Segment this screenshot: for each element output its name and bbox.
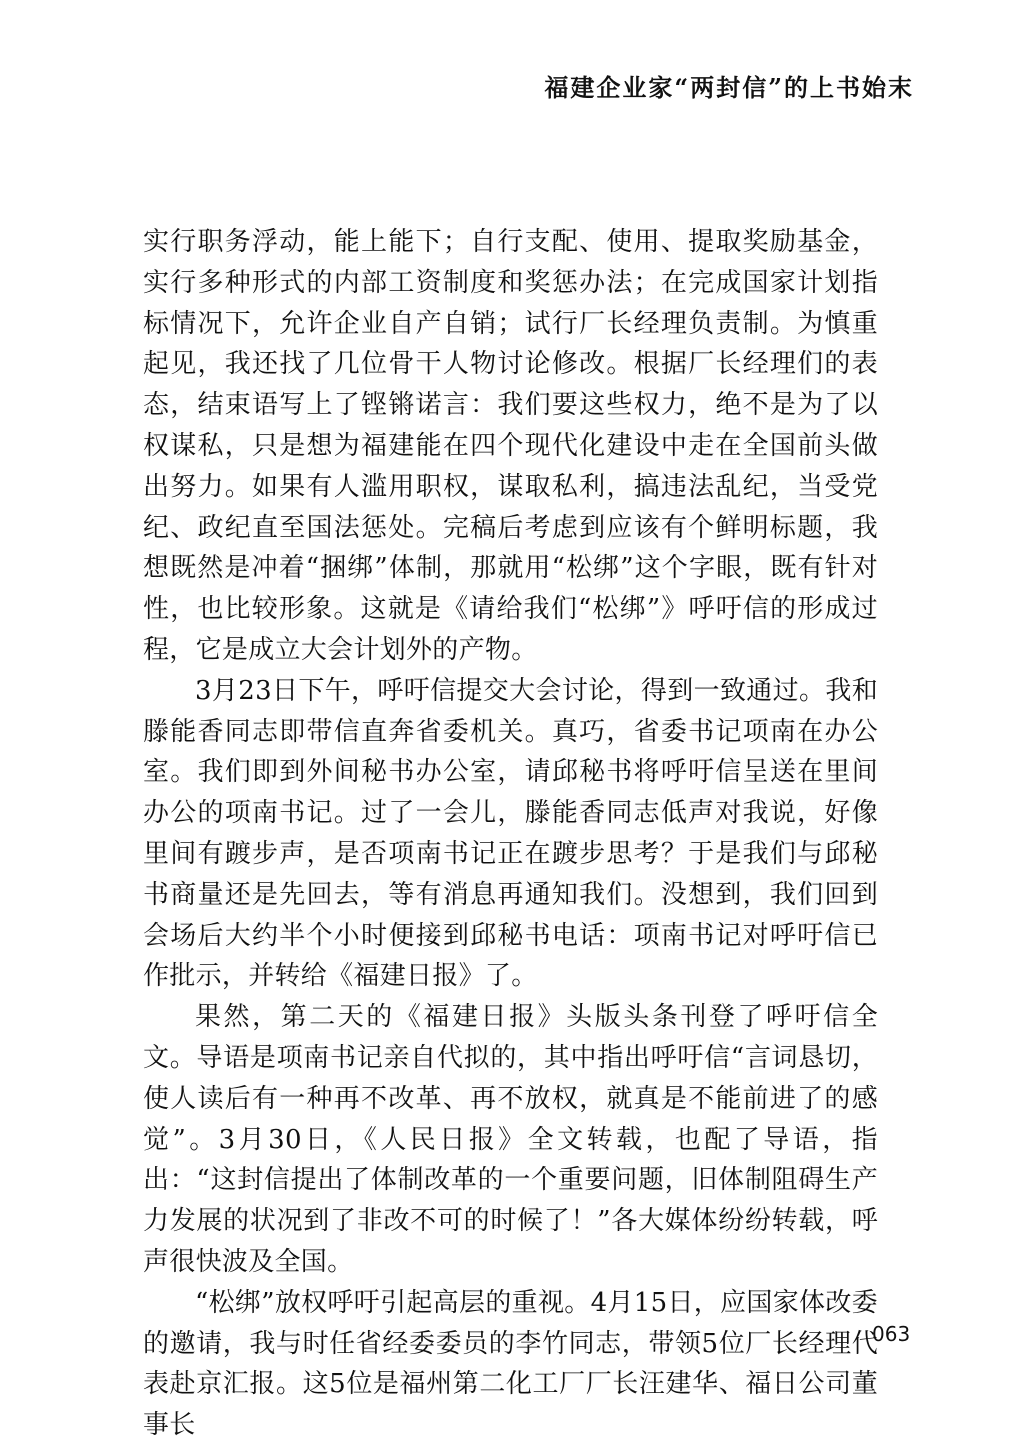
paragraph-continued: 实行职务浮动，能上能下；自行支配、使用、提取奖励基金，实行多种形式的内部工资制度和奖惩办法；在完成国家计划指标情况下，允许企业自产自销；试行厂长经理负责制。为慎重起见，我还找了几位骨干人物讨论修改。根据厂长经理们的表态，结束语写上了铿锵诺言：我们要这些权力，绝不是为了以权谋私，只是想为福建能在四个现代化建设中走在全国前头做出努力。如果有人滥用职权，谋取私利，搞违法乱纪，当受党纪、政纪直至国法惩处。完稿后考虑到应该有个鲜明标题，我想既然是冲着“捆绑”体制，那就用“松绑”这个字眼，既有针对性，也比较形象。这就是《请给我们“松绑”》呼吁信的形成过程，它是成立大会计划外的产物。 bbox=[143, 227, 878, 665]
body-text bbox=[143, 222, 878, 1446]
running-header-title: 福建企业家“两封信”的上书始末 bbox=[544, 73, 914, 102]
paragraph: 3月23日下午，呼吁信提交大会讨论，得到一致通过。我和滕能香同志即带信直奔省委机关。真巧，省委书记项南在办公室。我们即到外间秘书办公室，请邱秘书将呼吁信呈送在里间办公的项南书记。过了一会儿，滕能香同志低声对我说，好像里间有踱步声，是否项南书记正在踱步思考？于是我们与邱秘书商量还是先回去，等有消息再通知我们。没想到，我们回到会场后大约半个小时便接到邱秘书电话：项南书记对呼吁信已作批示，并转给《福建日报》了。 bbox=[143, 675, 878, 992]
page-number: 063 bbox=[872, 1322, 911, 1346]
paragraph: “松绑”放权呼吁引起高层的重视。4月15日，应国家体改委的邀请，我与时任省经委委员的李竹同志，带领5位厂长经理代表赴京汇报。这5位是福州第二化工厂厂长汪建华、福日公司董事长 bbox=[143, 1287, 878, 1441]
paragraph: 果然，第二天的《福建日报》头版头条刊登了呼吁信全文。导语是项南书记亲自代拟的，其中指出呼吁信“言词恳切，使人读后有一种再不改革、再不放权，就真是不能前进了的感觉”。3月30日，《人民日报》全文转载，也配了导语，指出：“这封信提出了体制改革的一个重要问题，旧体制阻碍生产力发展的状况到了非改不可的时候了！”各大媒体纷纷转载，呼声很快波及全国。 bbox=[143, 1002, 878, 1277]
